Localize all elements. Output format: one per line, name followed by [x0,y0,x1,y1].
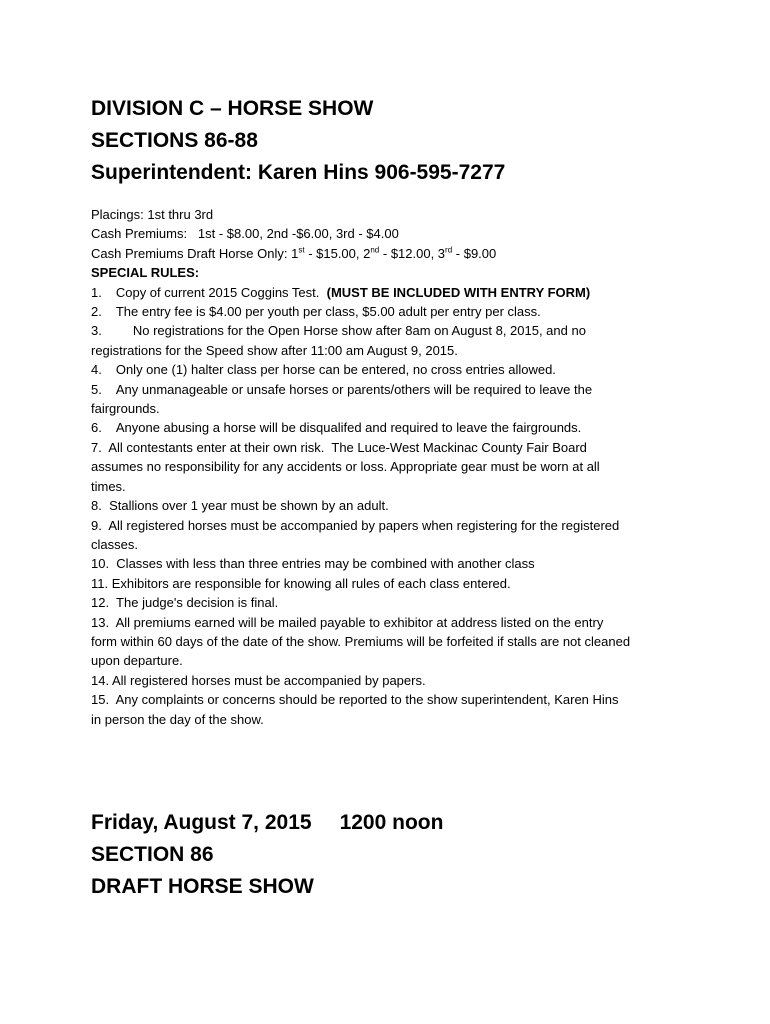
rule-9-line-2: classes. [91,536,138,552]
rule-10: 10. Classes with less than three entries may be combined with another class [91,556,535,572]
rule-13-line-3: upon departure. [91,653,183,669]
rule-8: 8. Stallions over 1 year must be shown by an adult. [91,498,389,514]
rule-3-continued: registrations for the Speed show after 11:00 am August 9, 2015. [91,342,458,358]
show-date: Friday, August 7, 2015 [91,811,312,834]
draft-sup-1: st [298,245,305,255]
rule-15-line-1: 15. Any complaints or concerns should be reported to the show superintendent, Karen Hins [91,692,619,708]
rule-1-emphasis: (MUST BE INCLUDED WITH ENTRY FORM) [326,284,591,300]
draft-mid-2: - $12.00, 3 [379,245,446,261]
rule-14: 14. All registered horses must be accompanied by papers. [91,672,426,688]
rule-6-number: 6. [91,420,102,436]
draft-sup-2: nd [370,245,380,255]
rule-3-number: 3. [91,323,102,339]
rule-7-line-2: assumes no responsibility for any accidents or loss. Appropriate gear must be worn at all [91,459,600,475]
rule-4 [91,360,691,379]
rule-4-number: 4. [91,362,102,378]
rule-11: 11. Exhibitors are responsible for knowing all rules of each class entered. [91,575,511,591]
rule-9-line-1: 9. All registered horses must be accompanied by papers when registering for the registered [91,517,620,533]
draft-prefix: Cash Premiums Draft Horse Only: 1 [91,245,299,261]
rule-15-line-2: in person the day of the show. [91,711,264,727]
rule-4-text: Only one (1) halter class per horse can be entered, no cross entries allowed. [115,362,556,378]
rule-5-text: Any unmanageable or unsafe horses or parents/others will be required to leave the [115,381,593,397]
rule-7-line-3: times. [91,478,126,494]
cash-premiums-text: Cash Premiums: 1st - $8.00, 2nd -$6.00, 3rd - $4.00 [91,226,399,242]
rule-13-line-2: form within 60 days of the date of the show. Premiums will be forfeited if stalls are not cleaned [91,633,631,649]
rule-1 [91,283,691,302]
draft-end: - $9.00 [452,245,497,261]
section-header [91,807,443,903]
rule-1-number: 1. [91,284,102,300]
rule-6 [91,418,691,437]
rule-13-line-1: 13. All premiums earned will be mailed payable to exhibitor at address listed on the entry [91,614,604,630]
show-date-time [91,807,443,839]
draft-premiums-line [91,244,691,263]
rule-5 [91,380,691,399]
division-header [91,93,505,189]
rule-2-number: 2. [91,304,102,320]
special-rules-label: SPECIAL RULES: [91,265,200,281]
draft-mid-1: - $15.00, 2 [304,245,371,261]
rule-2-text: The entry fee is $4.00 per youth per class, $5.00 adult per entry per class. [115,304,541,320]
rule-3-text: No registrations for the Open Horse show after 8am on August 8, 2015, and no [132,323,586,339]
section-number: SECTION 86 [91,843,214,866]
rule-12: 12. The judge's decision is final. [91,595,279,611]
show-name: DRAFT HORSE SHOW [91,875,314,898]
rule-1-text: Copy of current 2015 Coggins Test. [115,284,327,300]
rule-2 [91,302,691,321]
rule-3 [91,321,691,340]
placings-line: Placings: 1st thru 3rd [91,207,214,222]
superintendent-title: Superintendent: Karen Hins 906-595-7277 [91,161,506,184]
cash-premiums-line [91,224,691,243]
division-title: DIVISION C – HORSE SHOW [91,97,374,120]
rule-6-text: Anyone abusing a horse will be disqualifed and required to leave the fairgrounds. [115,420,582,436]
rule-5-continued: fairgrounds. [91,401,160,417]
draft-sup-3: rd [445,245,453,255]
sections-title: SECTIONS 86-88 [91,129,258,152]
rules-body [91,205,691,729]
show-time: 1200 noon [339,811,444,834]
rule-7-line-1: 7. All contestants enter at their own risk. The Luce-West Mackinac County Fair Board [91,439,587,455]
rule-5-number: 5. [91,381,102,397]
